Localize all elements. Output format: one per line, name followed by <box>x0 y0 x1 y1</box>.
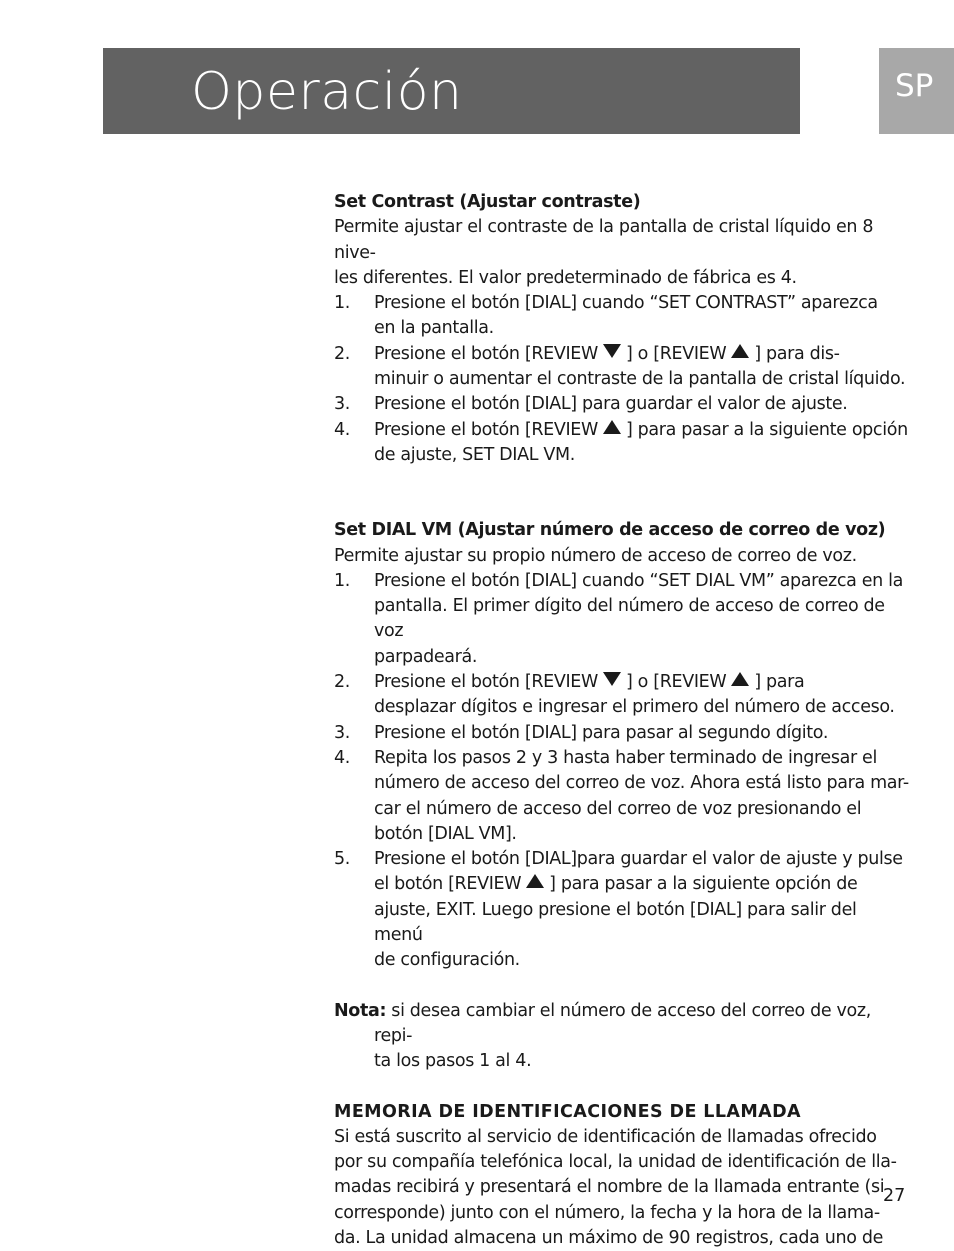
item-line: Presione el botón [DIAL] para pasar al segundo dígito. <box>374 722 829 743</box>
note-text: ta los pasos 1 al 4. <box>374 1051 532 1072</box>
item-line: car el número de acceso del correo de voz presionando el <box>374 798 862 819</box>
spacer <box>334 1075 910 1100</box>
triangle-up-icon <box>526 874 544 888</box>
steps-list-dial-vm <box>334 569 910 974</box>
list-item <box>334 392 910 417</box>
item-line: Presione el botón [DIAL] para guardar el valor de ajuste. <box>374 394 848 415</box>
paragraph-line: por su compañía telefónica local, la unidad de identificación de lla- <box>334 1152 897 1173</box>
language-label: SP <box>895 68 934 104</box>
item-text: Presione el botón [REVIEW <box>374 343 598 364</box>
spacer <box>334 468 910 518</box>
item-line: Presione el botón [DIAL] cuando “SET DIAL VM” aparezca en la <box>374 570 903 591</box>
item-text: ] para <box>754 672 805 693</box>
spacer <box>334 974 910 999</box>
item-line: Presione el botón [DIAL]para guardar el valor de ajuste y pulse <box>374 849 903 870</box>
item-line: pantalla. El primer dígito del número de acceso de correo de voz <box>374 596 885 642</box>
item-text: Presione el botón [REVIEW <box>374 672 598 693</box>
list-item <box>334 847 910 973</box>
item-line: desplazar dígitos e ingresar el primero del número de acceso. <box>374 697 895 718</box>
section-title-contrast: Set Contrast (Ajustar contraste) <box>334 192 641 212</box>
item-number: 1. <box>334 293 350 314</box>
page-number: 27 <box>883 1186 906 1206</box>
list-item <box>334 746 910 847</box>
item-line <box>374 418 910 443</box>
item-number: 2. <box>334 672 350 693</box>
item-text: ] para dis- <box>754 343 840 364</box>
item-line: minuir o aumentar el contraste de la pantalla de cristal líquido. <box>374 369 906 390</box>
item-line: Presione el botón [DIAL] cuando “SET CONTRAST” aparezca <box>374 293 878 314</box>
page-title: Operación <box>191 62 463 122</box>
steps-list-contrast <box>334 291 910 468</box>
section-title-dial-vm: Set DIAL VM (Ajustar número de acceso de correo de voz) <box>334 520 886 541</box>
item-line: de configuración. <box>374 950 520 971</box>
list-item <box>334 342 910 393</box>
item-text: el botón [REVIEW <box>374 874 522 895</box>
paragraph-line: Permite ajustar el contraste de la pantalla de cristal líquido en 8 nive- <box>334 217 874 263</box>
note-text: si desea cambiar el número de acceso del correo de voz, repi- <box>374 1000 871 1046</box>
triangle-down-icon <box>603 344 621 358</box>
item-line: número de acceso del correo de voz. Ahora está listo para mar- <box>374 773 909 794</box>
item-text: ] para pasar a la siguiente opción de <box>549 874 858 895</box>
item-line <box>374 670 910 695</box>
paragraph-line: les diferentes. El valor predeterminado de fábrica es 4. <box>334 267 797 288</box>
list-item <box>334 721 910 746</box>
item-number: 3. <box>334 722 350 743</box>
item-line <box>374 872 910 897</box>
language-tab <box>879 48 954 134</box>
section-title-caller-id: MEMORIA DE IDENTIFICACIONES DE LLAMADA <box>334 1101 801 1122</box>
item-number: 4. <box>334 747 350 768</box>
item-line: parpadeará. <box>374 646 478 667</box>
note-label: Nota: <box>334 1000 387 1021</box>
paragraph-line: Permite ajustar su propio número de acceso de correo de voz. <box>334 545 857 566</box>
header-bar <box>103 48 800 134</box>
item-number: 5. <box>334 849 350 870</box>
triangle-up-icon <box>731 672 749 686</box>
list-item <box>334 291 910 342</box>
item-number: 2. <box>334 343 350 364</box>
note <box>334 999 910 1075</box>
content <box>334 190 910 1251</box>
triangle-down-icon <box>603 672 621 686</box>
paragraph-line: Si está suscrito al servicio de identificación de llamadas ofrecido <box>334 1126 877 1147</box>
item-number: 3. <box>334 394 350 415</box>
triangle-up-icon <box>731 344 749 358</box>
item-text: ] o [REVIEW <box>625 343 727 364</box>
list-item <box>334 569 910 670</box>
item-line: en la pantalla. <box>374 318 494 339</box>
item-number: 1. <box>334 570 350 591</box>
item-text: Presione el botón [REVIEW <box>374 419 598 440</box>
item-number: 4. <box>334 419 350 440</box>
item-line <box>374 342 910 367</box>
item-text: ] para pasar a la siguiente opción <box>625 419 908 440</box>
paragraph-line: da. La unidad almacena un máximo de 90 registros, cada uno de <box>334 1227 883 1248</box>
item-line: botón [DIAL VM]. <box>374 823 517 844</box>
list-item <box>334 418 910 469</box>
triangle-up-icon <box>603 420 621 434</box>
item-line: de ajuste, SET DIAL VM. <box>374 444 575 465</box>
paragraph-line: corresponde) junto con el número, la fecha y la hora de la llama- <box>334 1202 880 1223</box>
list-item <box>334 670 910 721</box>
item-line: ajuste, EXIT. Luego presione el botón [DIAL] para salir del menú <box>374 899 857 946</box>
paragraph-line: madas recibirá y presentará el nombre de la llamada entrante (si <box>334 1177 885 1198</box>
item-line: Repita los pasos 2 y 3 hasta haber terminado de ingresar el <box>374 747 877 768</box>
item-text: ] o [REVIEW <box>625 672 727 693</box>
